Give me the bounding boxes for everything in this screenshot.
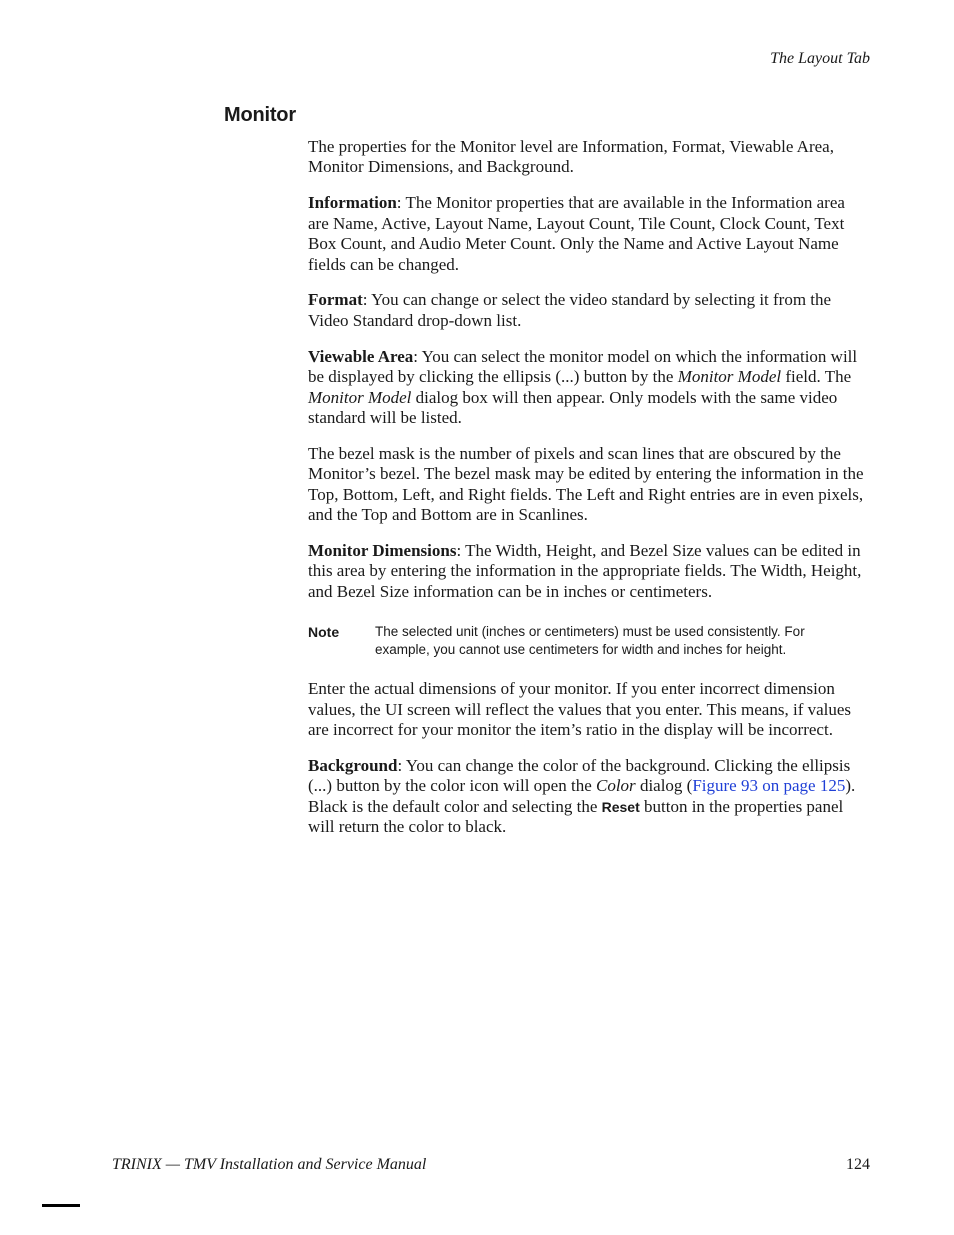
information-description: : The Monitor properties that are available in the Information area are Name, Active, Layout Name, Layout Count, Tile Count, Clock Count, Text Box Count, and Audio Meter Count. Only the Name and Active Layout Name fields can be changed. [308,193,845,274]
monitor-dimensions-paragraph [308,541,868,602]
monitor-dimensions-term: Monitor Dimensions [308,541,457,560]
viewable-area-paragraph [308,347,868,429]
background-text-4: button in the properties panel will return the color to black. [308,796,844,837]
monitor-model-ref-1: Monitor Model [677,367,782,387]
viewable-text-1: : You can select the monitor model on which the information will be displayed by clicking the ellipsis (...) button by the [308,346,858,387]
body-text [308,137,868,853]
viewable-text-3: dialog box will then appear. Only models with the same video standard will be listed. [308,387,838,427]
actual-dimensions-paragraph: Enter the actual dimensions of your monitor. If you enter incorrect dimension values, the UI screen will reflect the values that you enter. This means, if values are incorrect for your monitor the item’s ratio in the display will be incorrect. [308,679,852,740]
color-dialog-ref: Color [596,776,636,796]
monitor-model-ref-2: Monitor Model [308,387,412,407]
figure-93-link[interactable]: Figure 93 on page 125 [692,776,846,796]
format-paragraph [308,290,868,331]
information-paragraph [308,193,868,275]
background-text-2: dialog ( [635,776,693,796]
format-term: Format [308,290,363,310]
bezel-paragraph: The bezel mask is the number of pixels and scan lines that are obscured by the Monitor’s bezel. The bezel mask may be edited by entering the information in the Top, Bottom, Left, and Right fields. The Left and Right entries are in even pixels, and the Top and Bottom are in Scanlines. [308,443,864,525]
page-footer [112,1156,870,1174]
background-text-1: : You can change the color of the background. Clicking the ellipsis (...) button by the color icon will open the [308,755,851,796]
background-term: Background [308,755,398,775]
running-header: The Layout Tab [770,50,870,67]
information-term: Information [308,193,397,213]
viewable-text-2: field. The [781,367,852,387]
reset-button-ref: Reset [601,798,640,815]
note-label: Note [308,624,340,641]
footer-manual-title: TRINIX — TMV Installation and Service Manual [112,1156,427,1173]
background-text-3: ). Black is the default color and selecting the [308,776,856,816]
footer-rule [42,1204,80,1207]
viewable-area-term: Viewable Area [308,346,414,366]
section-title: Monitor [224,104,296,126]
note-block [308,623,868,659]
note-text: The selected unit (inches or centimeters) must be used consistently. For example, you cannot use centimeters for width and inches for height. [375,624,805,658]
intro-paragraph: The properties for the Monitor level are Information, Format, Viewable Area, Monitor Dimensions, and Background. [308,137,834,177]
page-number: 124 [846,1156,870,1173]
monitor-dimensions-description: : The Width, Height, and Bezel Size values can be edited in this area by entering the information in the appropriate fields. The Width, Height, and Bezel Size information can be in inches or centimeters. [308,541,862,601]
format-description: : You can change or select the video standard by selecting it from the Video Standard drop-down list. [308,290,832,330]
background-paragraph [308,756,868,838]
